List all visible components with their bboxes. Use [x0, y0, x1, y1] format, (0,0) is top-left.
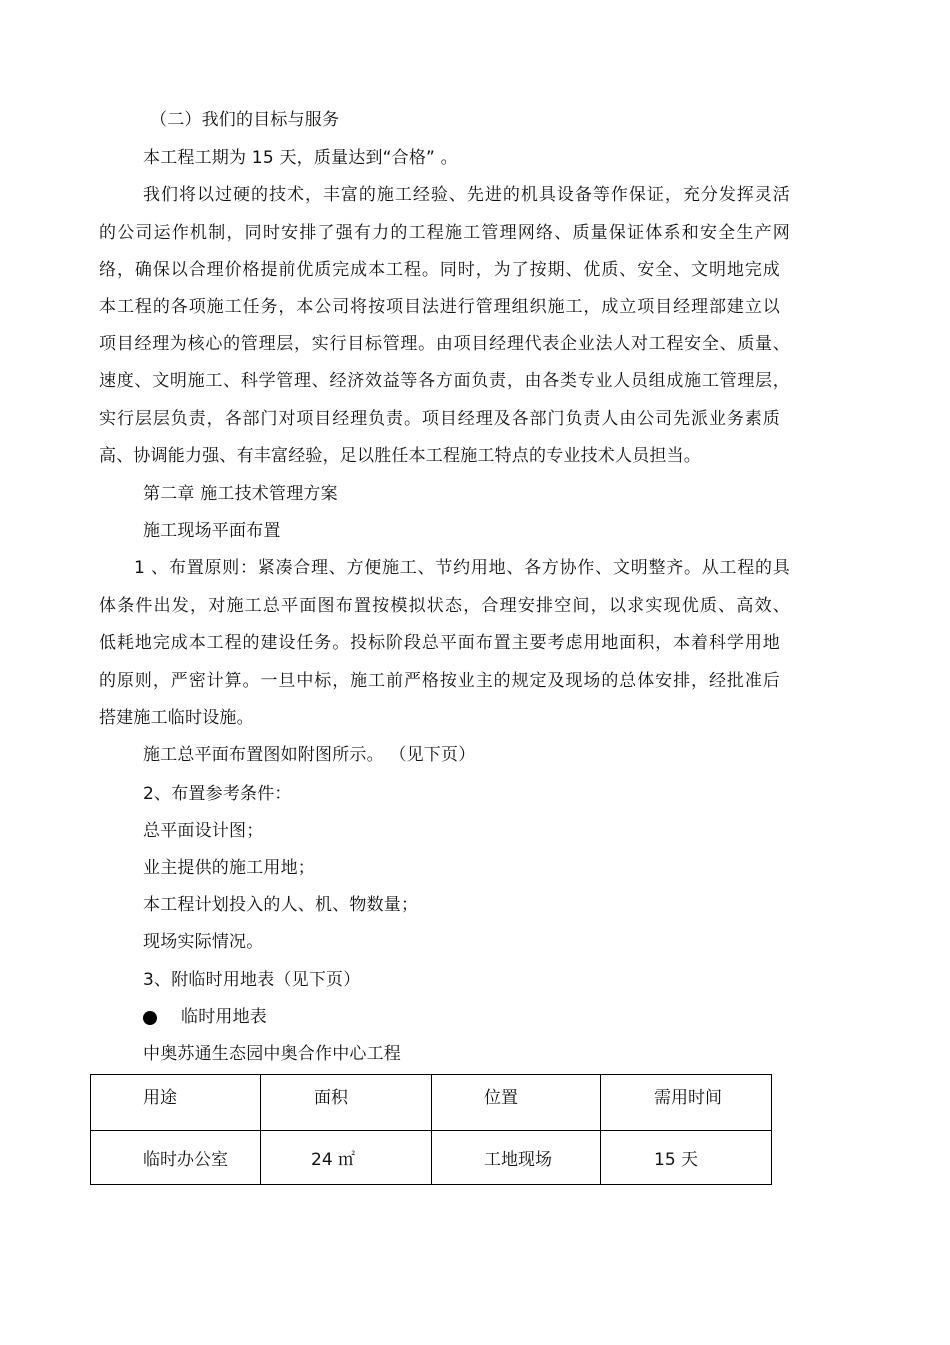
paragraph-line: 项目经理为核心的管理层，实行目标管理。由项目经理代表企业法人对工程安全、质量、 — [99, 334, 790, 354]
table-row — [91, 1131, 772, 1185]
table-cell: 24 ㎡ — [261, 1131, 432, 1185]
table-cell: 工地现场 — [432, 1131, 601, 1185]
paragraph-line: 的原则，严密计算。一旦中标，施工前严格按业主的规定及现场的总体安排，经批准后 — [99, 671, 780, 691]
list-item: 业主提供的施工用地； — [143, 858, 315, 878]
section-heading-layout: 施工现场平面布置 — [143, 521, 281, 541]
section-heading-goals: （二）我们的目标与服务 — [150, 110, 340, 130]
paragraph-line: 1 、布置原则：紧凑合理、方便施工、节约用地、各方协作、文明整齐。从工程的具 — [134, 558, 790, 578]
paragraph-line: 本工程的各项施工任务，本公司将按项目法进行管理组织施工，成立项目经理部建立以 — [99, 297, 780, 317]
paragraph-line: 实行层层负责，各部门对项目经理负责。项目经理及各部门负责人由公司先派业务素质 — [99, 409, 780, 429]
bullet-text: 临时用地表 — [181, 1007, 267, 1027]
table-header-row — [91, 1075, 772, 1131]
table-header-cell: 位置 — [432, 1075, 601, 1131]
paragraph-line: 施工总平面布置图如附图所示。 （见下页） — [143, 745, 476, 765]
paragraph-line: 的公司运作机制，同时安排了强有力的工程施工管理网络、质量保证体系和安全生产网 — [99, 223, 790, 243]
list-heading: 3、附临时用地表（见下页） — [143, 970, 361, 990]
table-header-cell: 需用时间 — [601, 1075, 772, 1131]
paragraph-line: 速度、文明施工、科学管理、经济效益等各方面负责，由各类专业人员组成施工管理层， — [99, 371, 790, 391]
table-cell: 15 天 — [601, 1131, 772, 1185]
paragraph-line: 我们将以过硬的技术，丰富的施工经验、先进的机具设备等作保证，充分发挥灵活 — [143, 185, 790, 205]
list-item: 总平面设计图； — [143, 821, 264, 841]
table-header-cell: 面积 — [261, 1075, 432, 1131]
list-item: 现场实际情况。 — [143, 932, 264, 952]
paragraph-line: 搭建施工临时设施。 — [99, 708, 254, 728]
temporary-land-use-table — [90, 1074, 772, 1185]
table-cell: 临时办公室 — [91, 1131, 261, 1185]
list-item: 本工程计划投入的人、机、物数量； — [143, 895, 419, 915]
paragraph-line: 高、协调能力强、有丰富经验，足以胜任本工程施工特点的专业技术人员担当。 — [99, 446, 701, 466]
paragraph-line: 低耗地完成本工程的建设任务。投标阶段总平面布置主要考虑用地面积，本着科学用地 — [99, 633, 780, 653]
paragraph-line: 络，确保以合理价格提前优质完成本工程。同时，为了按期、优质、安全、文明地完成 — [99, 260, 780, 280]
table-caption: 中奥苏通生态园中奥合作中心工程 — [143, 1044, 401, 1064]
list-heading: 2、布置参考条件： — [143, 784, 292, 804]
paragraph-line: 体条件出发，对施工总平面图布置按模拟状态，合理安排空间，以求实现优质、高效、 — [99, 596, 790, 616]
paragraph-line: 本工程工期为 15 天，质量达到“合格” 。 — [143, 148, 458, 168]
bullet-icon — [143, 1011, 157, 1025]
table-header-cell: 用途 — [91, 1075, 261, 1131]
chapter-heading: 第二章 施工技术管理方案 — [143, 484, 338, 504]
